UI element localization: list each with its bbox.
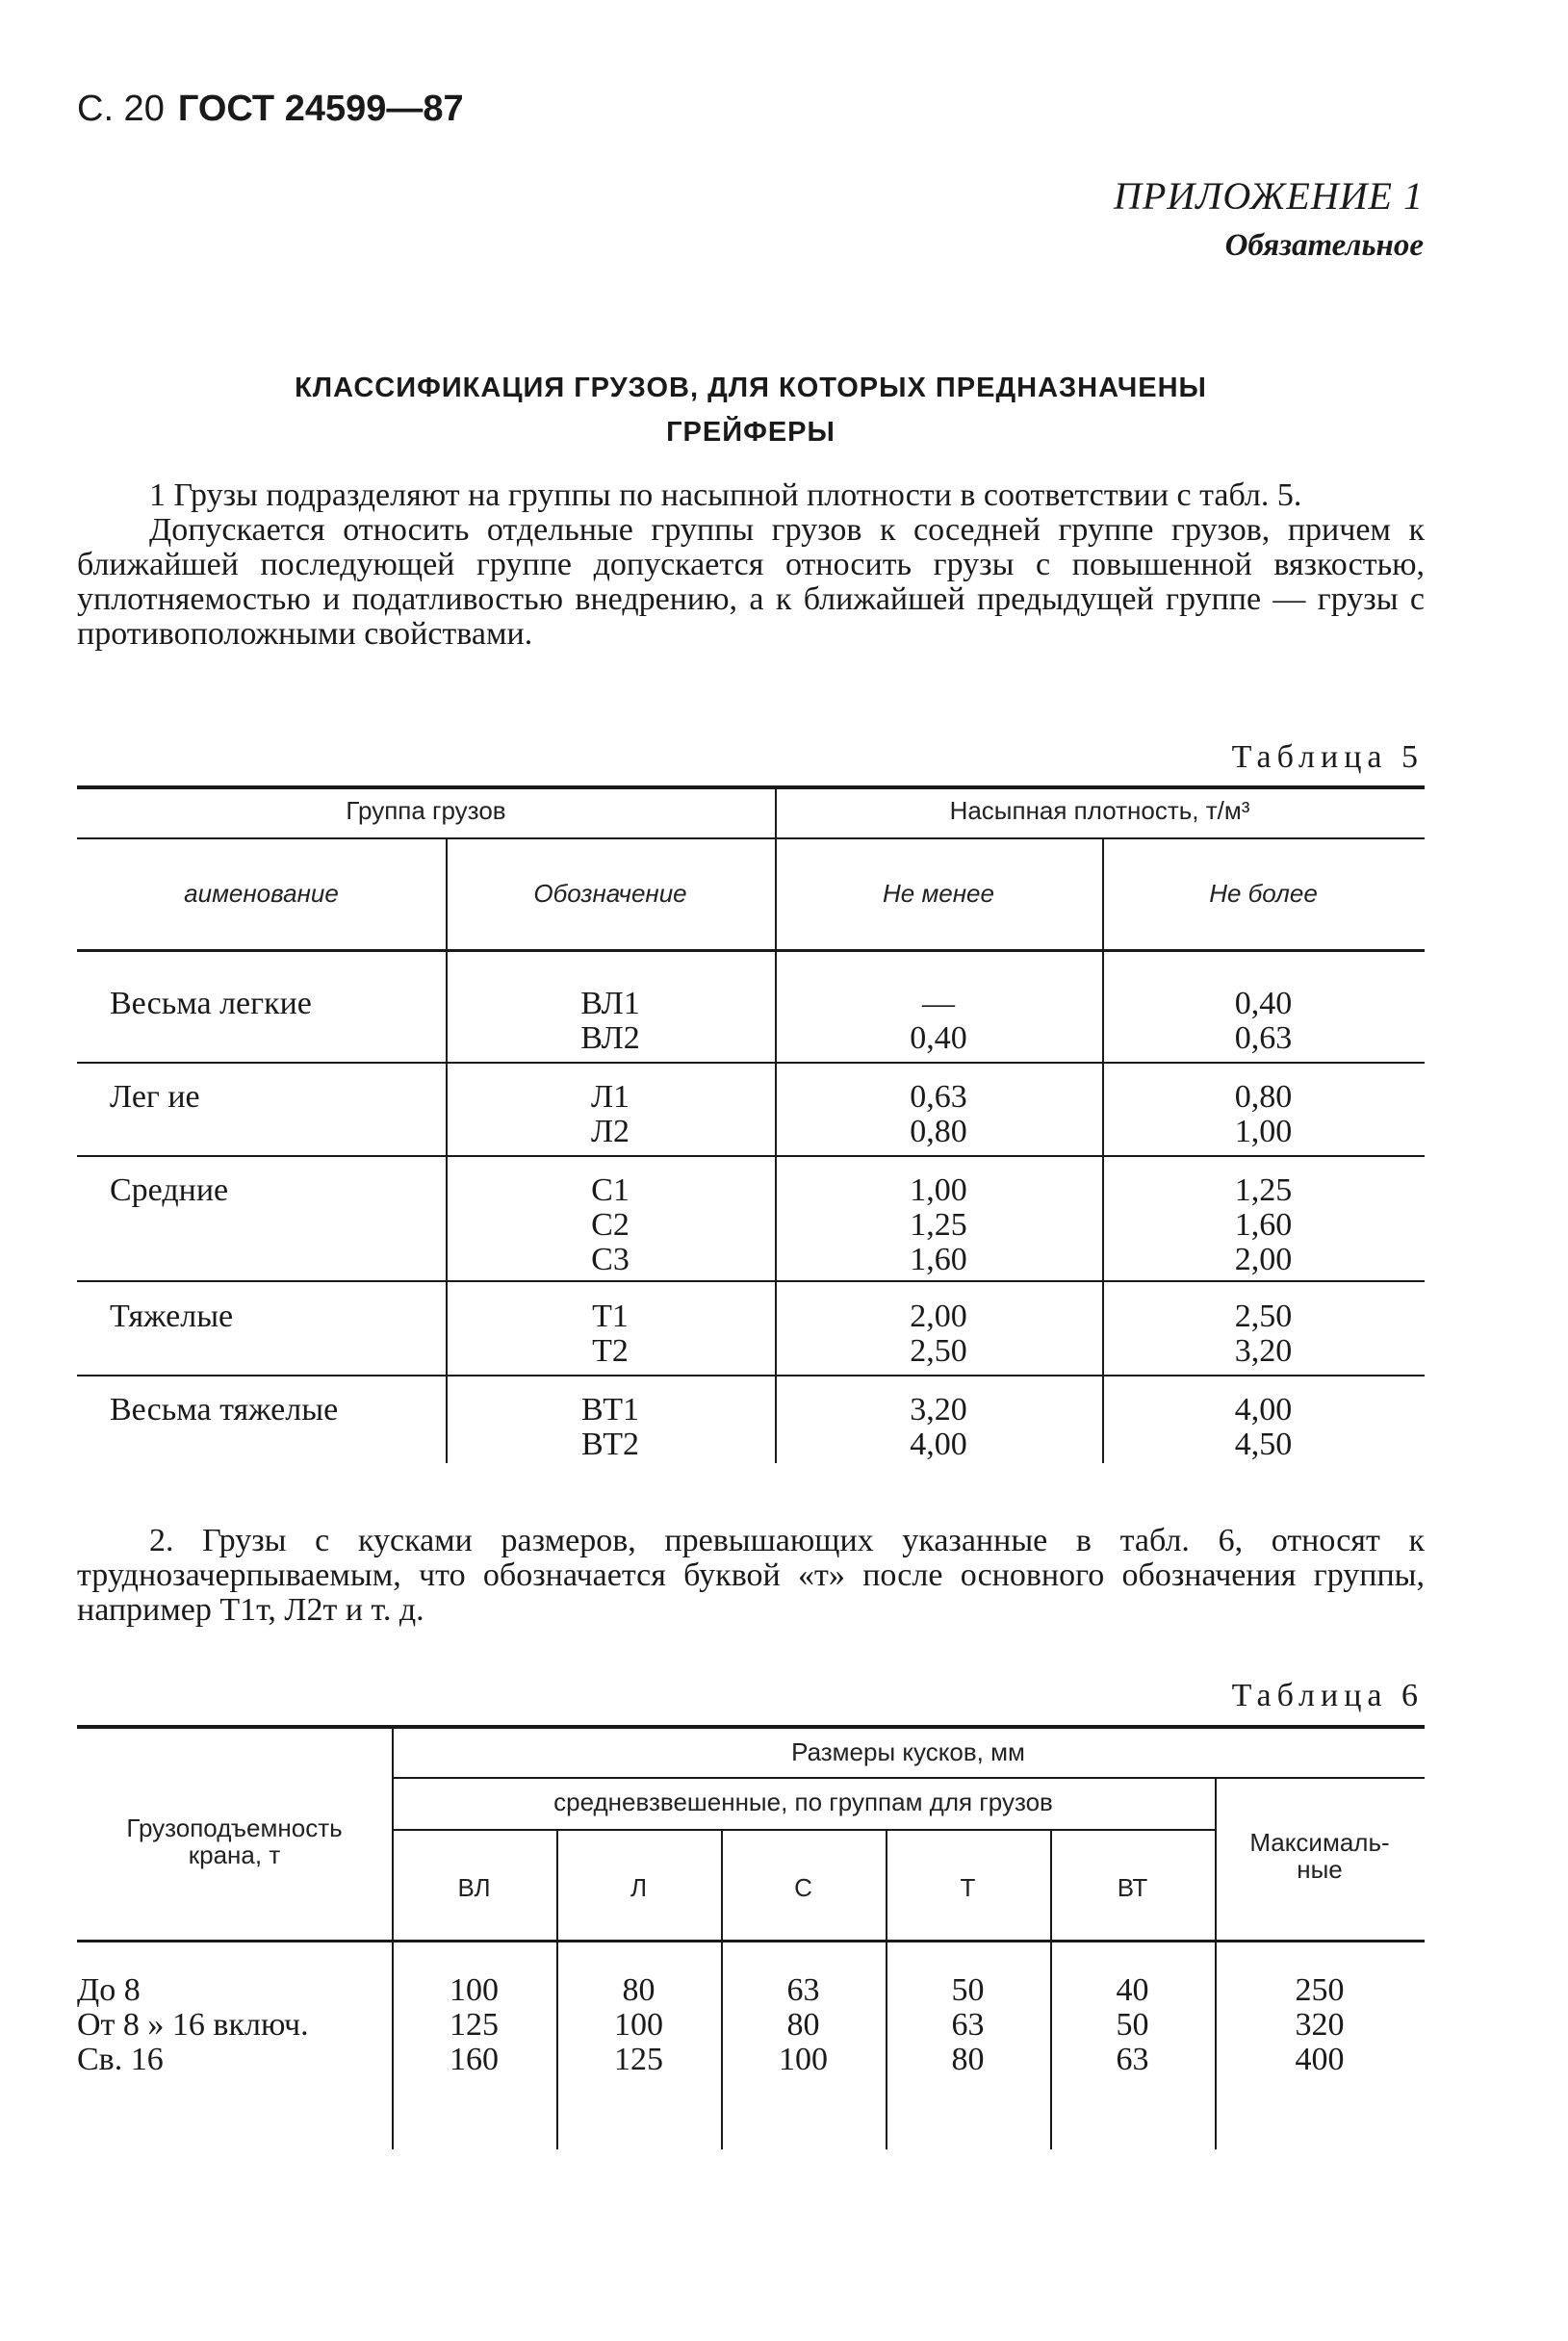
table5-row-codes: Т1 Т2: [592, 1299, 629, 1369]
table5-row-min: 2,00 2,50: [910, 1299, 967, 1369]
table5-row-name: Средние: [110, 1172, 229, 1208]
table5-header-density: Насыпная плотность, т/м³: [949, 796, 1250, 825]
table6-col-vl: 100 125 160: [450, 1972, 499, 2077]
table5-row-name: Тяжелые: [110, 1299, 234, 1334]
paragraph-2: Допускается относить отдельные группы грузов к соседней группе грузов, причем к ближайшей последующей группе допускается относить грузы с повышенной вязкостью, уплотняемостью и податливостью внедрению, а к ближайшей предыдущей группе — грузы с противоположными свойствами.: [77, 512, 1425, 652]
intro-paragraphs: [77, 478, 1425, 652]
appendix-status: Обязательное: [1224, 228, 1424, 263]
table6-crane-values: До 8 От 8 » 16 включ. Св. 16: [77, 1972, 309, 2077]
table5-caption: Таблица 5: [1231, 739, 1424, 775]
paragraph-3: 2. Грузы с кусками размеров, превышающих указанные в табл. 6, относят к труднозачерпываемым, что обозначается буквой «т» после основного обозначения группы, например Т1т, Л2т и т. д.: [77, 1523, 1425, 1628]
table5-row-max: 2,50 3,20: [1234, 1299, 1293, 1369]
table5-row-codes: С1 С2 С3: [591, 1172, 630, 1277]
page-number: С. 20: [77, 89, 165, 129]
title-line-1: КЛАССИФИКАЦИЯ ГРУЗОВ, ДЛЯ КОТОРЫХ ПРЕДНАЗНАЧЕНЫ: [295, 373, 1207, 403]
table5-row-min: 0,63 0,80: [910, 1079, 967, 1149]
table5-row-codes: Л1 Л2: [590, 1079, 630, 1149]
table6-group-vt: ВТ: [1117, 1873, 1148, 1902]
table5-row-codes: ВЛ1 ВЛ2: [580, 986, 640, 1056]
table6-caption: Таблица 6: [1231, 1678, 1424, 1713]
table5-row-max: 4,00 4,50: [1234, 1392, 1293, 1462]
table5-row-min: — 0,40: [910, 986, 967, 1056]
table6-header-max: Максималь-ные: [1249, 1828, 1390, 1884]
title-line-2: ГРЕЙФЕРЫ: [666, 417, 835, 448]
appendix-title: ПРИЛОЖЕНИЕ 1: [1114, 174, 1424, 218]
table5-row-name: Весьма легкие: [110, 986, 312, 1021]
table6-header-avg: средневзвешенные, по группам для грузов: [553, 1788, 1053, 1816]
table5-row-name: Весьма тяжелые: [110, 1392, 339, 1428]
table5-row-max: 0,80 1,00: [1234, 1079, 1293, 1149]
table5-header-min: Не менее: [883, 879, 994, 908]
table6-header-crane: Грузоподъемность крана, т: [126, 1814, 343, 1869]
table6-group-vl: ВЛ: [457, 1873, 491, 1902]
table6-top-rule: [77, 1725, 1425, 1729]
table5-header-name: аименование: [184, 879, 339, 908]
table5-row-name: Лег ие: [110, 1079, 200, 1115]
table5-header-designation: Обозначение: [533, 879, 687, 908]
table5-row-max: 1,25 1,60 2,00: [1234, 1172, 1293, 1277]
table6-col-vt: 40 50 63: [1116, 1972, 1149, 2077]
paragraph-3-block: [77, 1524, 1425, 1628]
table5-header-max: Не более: [1209, 879, 1318, 908]
table6-header-sizes: Размеры кусков, мм: [791, 1737, 1025, 1766]
table5-row-max: 0,40 0,63: [1234, 986, 1293, 1056]
table5-top-rule: [77, 785, 1425, 789]
paragraph-1: 1 Грузы подразделяют на группы по насыпной плотности в соответствии с табл. 5.: [149, 477, 1302, 513]
table6-col-max: 250 320 400: [1295, 1972, 1345, 2077]
table5-row-min: 3,20 4,00: [910, 1392, 967, 1462]
table5-row-codes: ВТ1 ВТ2: [581, 1392, 639, 1462]
table6-group-s: С: [794, 1873, 812, 1902]
table5-header-group: Группа грузов: [346, 796, 506, 825]
table6-group-t: Т: [960, 1873, 976, 1902]
table6-col-l: 80 100 125: [614, 1972, 663, 2077]
standard-number: ГОСТ 24599—87: [177, 89, 464, 129]
table5-row-min: 1,00 1,25 1,60: [910, 1172, 967, 1277]
table6-col-t: 50 63 80: [951, 1972, 985, 2077]
table6-col-s: 63 80 100: [779, 1972, 828, 2077]
appendix-block: [1114, 173, 1424, 264]
table6-group-l: Л: [630, 1873, 648, 1902]
document-title: [77, 366, 1425, 454]
page-header: [77, 89, 464, 130]
